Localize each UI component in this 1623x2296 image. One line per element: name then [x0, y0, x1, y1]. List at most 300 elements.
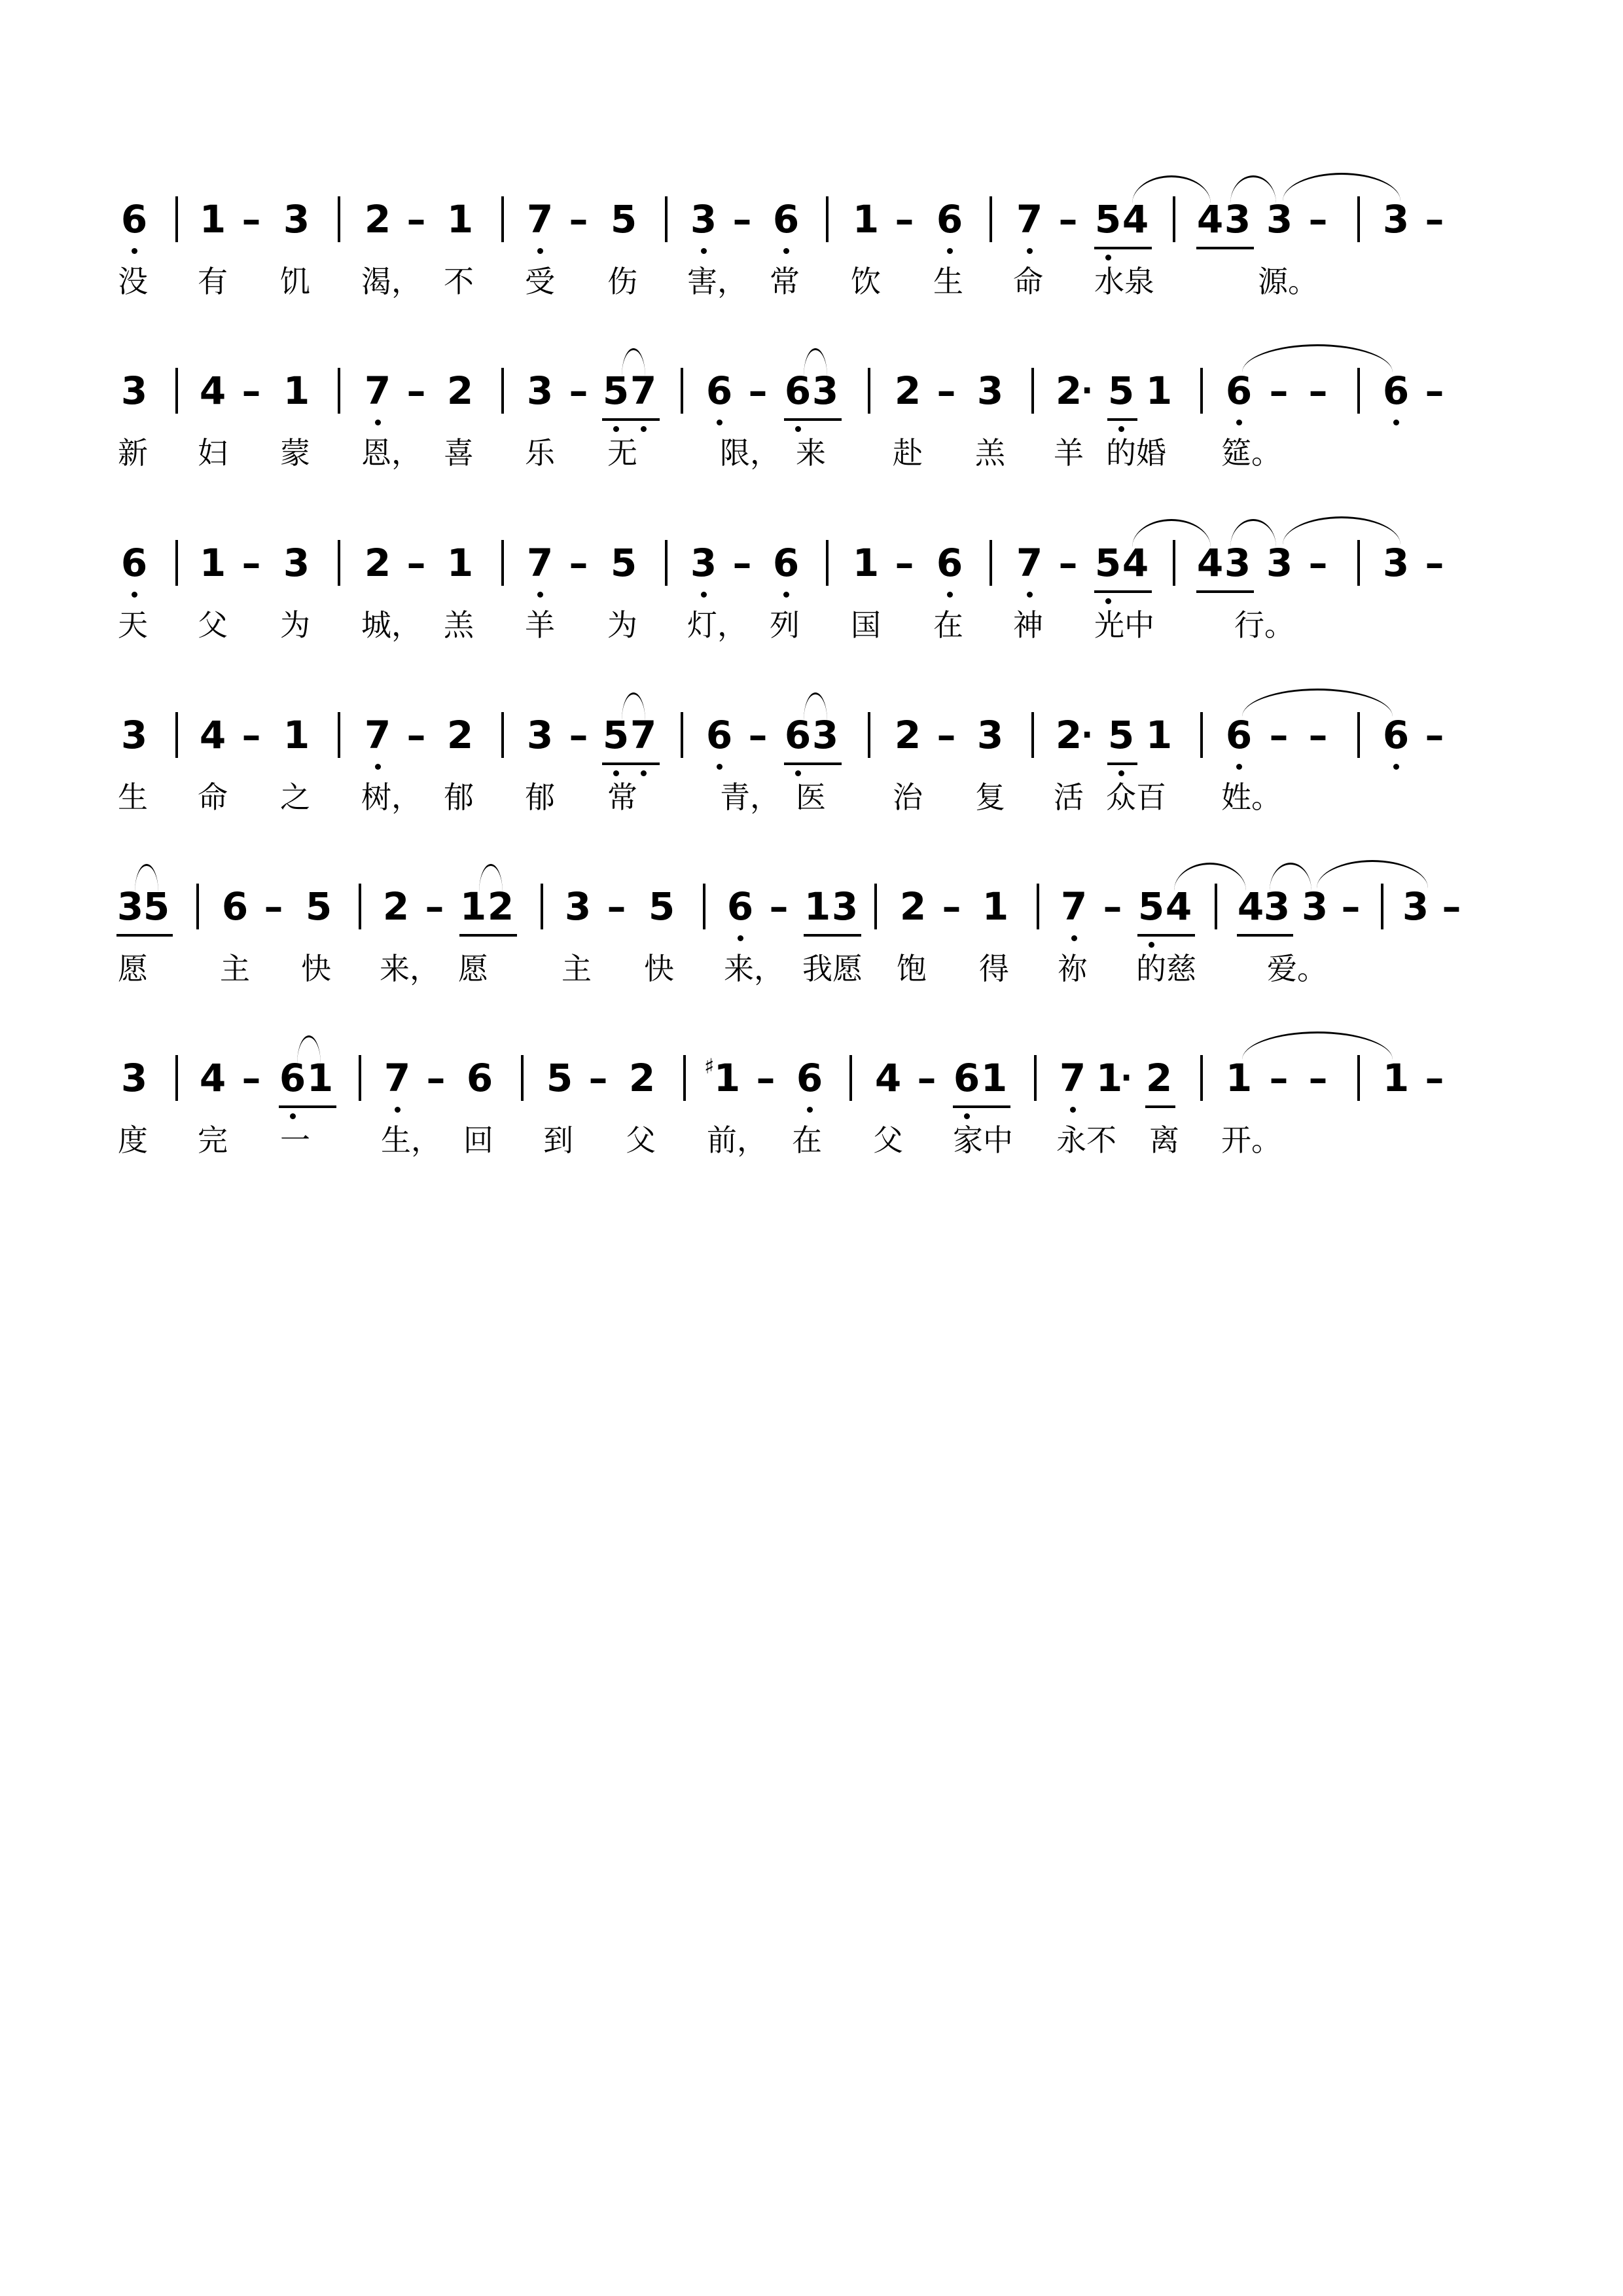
- barline: [175, 712, 178, 758]
- lyric: 不: [444, 264, 474, 299]
- note: 1: [283, 713, 310, 757]
- barline: [175, 540, 178, 586]
- note: 6: [794, 1058, 825, 1098]
- note: 7: [628, 715, 658, 755]
- note: 4: [1195, 543, 1225, 583]
- note: 3: [120, 1056, 148, 1100]
- barline: [826, 196, 829, 242]
- lyric: 受: [525, 264, 555, 299]
- note: 1: [1145, 368, 1173, 413]
- dash: –: [569, 541, 588, 585]
- lyric: 活: [1054, 780, 1084, 815]
- note: 3: [976, 368, 1004, 413]
- lyrics-line: [0, 949, 1623, 1001]
- note: 6: [1224, 371, 1254, 410]
- lyric: 光中: [1094, 607, 1154, 643]
- lyric: 常: [770, 264, 800, 299]
- dash: –: [425, 884, 444, 929]
- barline: [338, 712, 340, 758]
- lyric: 新: [118, 435, 148, 471]
- lyric: 的慈: [1136, 951, 1196, 986]
- lyric: 快: [301, 951, 331, 986]
- note: 4: [199, 368, 226, 413]
- lyric: 羔: [444, 607, 474, 643]
- dash: –: [1425, 368, 1444, 413]
- slur: [622, 692, 645, 721]
- dash: –: [241, 368, 261, 413]
- dash: –: [1308, 541, 1328, 585]
- dash: –: [569, 197, 588, 242]
- note: 1: [199, 541, 226, 585]
- lyric: 国: [851, 607, 881, 643]
- dash: –: [1269, 368, 1289, 413]
- dash: –: [1103, 884, 1122, 929]
- barline: [1200, 368, 1203, 414]
- barline: [501, 196, 504, 242]
- barline: [1200, 712, 1203, 758]
- lyric: 快: [644, 951, 674, 986]
- slur: [804, 348, 827, 376]
- dash: –: [917, 1056, 936, 1100]
- lyric: 回: [463, 1122, 493, 1158]
- note: 3: [526, 368, 554, 413]
- lyric: 饱: [897, 951, 927, 986]
- barline: [175, 1055, 178, 1101]
- note: 2: [446, 713, 474, 757]
- barline: [175, 368, 178, 414]
- dash: –: [1425, 541, 1444, 585]
- note: 7: [382, 1058, 412, 1098]
- lyric: 父: [198, 607, 228, 643]
- lyric: 羔: [975, 435, 1005, 471]
- barline: [990, 540, 992, 586]
- notes-line: [0, 520, 1623, 612]
- lyric: 为: [607, 607, 637, 643]
- score-system-6: [0, 1035, 1623, 1179]
- note: 3: [526, 713, 554, 757]
- lyrics-line: [0, 433, 1623, 486]
- note: 5: [610, 197, 637, 242]
- note: 1: [979, 1058, 1009, 1098]
- note: 3: [688, 200, 719, 239]
- lyric: 生: [933, 264, 963, 299]
- barline: [196, 884, 199, 929]
- note: 4: [199, 1056, 226, 1100]
- barline: [1037, 884, 1039, 929]
- note: 3: [120, 368, 148, 413]
- barline: [868, 368, 870, 414]
- note: 3: [1301, 884, 1329, 929]
- note: 3: [1382, 541, 1410, 585]
- note: 1: [199, 197, 226, 242]
- dash: –: [1308, 713, 1328, 757]
- note: 4: [874, 1056, 902, 1100]
- lyric: 生，: [381, 1122, 441, 1158]
- barline: [338, 196, 340, 242]
- barline: [681, 368, 683, 414]
- note: 1: [852, 197, 880, 242]
- score-system-5: [0, 864, 1623, 1008]
- note: 4: [1120, 200, 1150, 239]
- lyric: 姓。: [1221, 780, 1281, 815]
- note: 2: [894, 713, 921, 757]
- lyrics-line: [0, 262, 1623, 314]
- note: 6: [704, 715, 734, 755]
- dash: –: [588, 1056, 608, 1100]
- lyric: 羊: [1054, 435, 1084, 471]
- lyric: 在: [933, 607, 963, 643]
- lyric: 前，: [707, 1122, 767, 1158]
- note: 6: [277, 1058, 308, 1098]
- lyric: 羊: [525, 607, 555, 643]
- lyric: 在: [792, 1122, 822, 1158]
- lyric: 喜: [444, 435, 474, 471]
- dash: –: [569, 713, 588, 757]
- note: 5: [648, 884, 675, 929]
- note: 6: [1381, 371, 1411, 410]
- augmentation-dot: ·: [1081, 717, 1094, 753]
- barline: [665, 196, 668, 242]
- lyric: 郁: [525, 780, 555, 815]
- dash: –: [1308, 197, 1328, 242]
- lyric: 离: [1149, 1122, 1179, 1158]
- note: 1: [802, 887, 832, 926]
- lyric: 复: [975, 780, 1005, 815]
- note: 4: [1195, 200, 1225, 239]
- note: 6: [771, 543, 801, 583]
- lyric: 无: [607, 435, 637, 471]
- slur: [804, 692, 827, 721]
- note: 5: [1136, 887, 1166, 926]
- note: 3: [1382, 197, 1410, 242]
- note: 6: [952, 1058, 982, 1098]
- note: 3: [1222, 543, 1253, 583]
- dash: –: [732, 541, 752, 585]
- lyric: 行。: [1234, 607, 1294, 643]
- note: 3: [1266, 541, 1293, 585]
- dash: –: [942, 884, 961, 929]
- note: 2: [486, 887, 516, 926]
- lyric: 来: [796, 435, 826, 471]
- lyric: 愿: [118, 951, 148, 986]
- dash: –: [936, 368, 956, 413]
- note: 7: [1014, 543, 1044, 583]
- note: 5: [546, 1056, 573, 1100]
- barline: [501, 368, 504, 414]
- dash: –: [1058, 197, 1078, 242]
- lyric: 众百: [1106, 780, 1166, 815]
- augmentation-dot: ·: [1120, 1060, 1133, 1096]
- note: 1: [283, 368, 310, 413]
- barline: [1357, 540, 1360, 586]
- lyric: 灯，: [687, 607, 747, 643]
- barline: [1031, 368, 1034, 414]
- note: 4: [1164, 887, 1194, 926]
- lyric: 祢: [1058, 951, 1088, 986]
- lyric: 乐: [525, 435, 555, 471]
- note: 6: [783, 371, 813, 410]
- note: 1: [458, 887, 488, 926]
- note: 5: [1093, 543, 1123, 583]
- lyric: 渴，: [361, 264, 421, 299]
- note: 3: [1262, 887, 1292, 926]
- note: 6: [935, 200, 965, 239]
- note: 2: [446, 368, 474, 413]
- lyric: 妇: [198, 435, 228, 471]
- sharp-sign: ♯: [704, 1054, 715, 1079]
- note: 5: [1093, 200, 1123, 239]
- note: 3: [283, 541, 310, 585]
- note: 2: [1055, 713, 1082, 757]
- note: 3: [810, 371, 840, 410]
- lyric: 治: [893, 780, 923, 815]
- notes-line: [0, 1035, 1623, 1127]
- lyric: 命: [1013, 264, 1043, 299]
- note: 1: [1225, 1056, 1253, 1100]
- dash: –: [241, 713, 261, 757]
- dash: –: [264, 884, 283, 929]
- lyric: 限，: [720, 435, 780, 471]
- note: 2: [382, 884, 410, 929]
- notes-line: [0, 177, 1623, 268]
- dash: –: [1308, 368, 1328, 413]
- note: 6: [119, 200, 149, 239]
- dash: –: [1308, 1056, 1328, 1100]
- barline: [1215, 884, 1217, 929]
- dash: –: [406, 368, 426, 413]
- lyric: 到: [543, 1122, 573, 1158]
- note: 4: [1120, 543, 1150, 583]
- dash: –: [426, 1056, 446, 1100]
- note: 6: [1224, 715, 1254, 755]
- note: 5: [305, 884, 332, 929]
- lyric: 没: [118, 264, 148, 299]
- note: 7: [525, 200, 555, 239]
- lyric: 家中: [953, 1122, 1013, 1158]
- note: 7: [363, 371, 393, 410]
- lyric: 害，: [687, 264, 747, 299]
- lyric: 树，: [361, 780, 421, 815]
- dash: –: [1425, 197, 1444, 242]
- note: 3: [115, 887, 145, 926]
- lyric: 愿: [458, 951, 488, 986]
- lyric: 青，: [720, 780, 780, 815]
- note: 6: [935, 543, 965, 583]
- lyric: 的婚: [1106, 435, 1166, 471]
- note: 5: [141, 887, 171, 926]
- note: 1: [982, 884, 1009, 929]
- barline: [683, 1055, 686, 1101]
- notes-line: [0, 692, 1623, 784]
- lyric: 父: [626, 1122, 656, 1158]
- lyric: 恩，: [361, 435, 421, 471]
- dash: –: [241, 197, 261, 242]
- note: 5: [601, 371, 631, 410]
- note: 2: [899, 884, 927, 929]
- dash: –: [1341, 884, 1361, 929]
- lyric: 有: [198, 264, 228, 299]
- dash: –: [1425, 1056, 1444, 1100]
- note: 3: [830, 887, 860, 926]
- barline: [703, 884, 705, 929]
- barline: [338, 540, 340, 586]
- dash: –: [769, 884, 789, 929]
- barline: [1173, 540, 1175, 586]
- note: 7: [363, 715, 393, 755]
- lyric: 永不: [1056, 1122, 1116, 1158]
- note: 2: [894, 368, 921, 413]
- barline: [1357, 1055, 1360, 1101]
- lyric: 主: [220, 951, 250, 986]
- augmentation-dot: ·: [1081, 372, 1094, 409]
- barline: [665, 540, 668, 586]
- note: 3: [1266, 197, 1293, 242]
- note: 6: [119, 543, 149, 583]
- dash: –: [1269, 713, 1289, 757]
- note: 6: [1381, 715, 1411, 755]
- barline: [1357, 368, 1360, 414]
- barline: [868, 712, 870, 758]
- lyric: 完: [198, 1122, 228, 1158]
- dash: –: [241, 541, 261, 585]
- lyric: 赴: [893, 435, 923, 471]
- note: 4: [199, 713, 226, 757]
- note: 6: [783, 715, 813, 755]
- note: 3: [810, 715, 840, 755]
- score-system-4: [0, 692, 1623, 836]
- dash: –: [406, 713, 426, 757]
- dash: –: [569, 368, 588, 413]
- barline: [1357, 712, 1360, 758]
- lyric: 来，: [724, 951, 784, 986]
- barline: [1381, 884, 1383, 929]
- lyrics-line: [0, 778, 1623, 830]
- lyric: 天: [118, 607, 148, 643]
- note: 1: [1382, 1056, 1410, 1100]
- barline: [338, 368, 340, 414]
- barline: [175, 196, 178, 242]
- barline: [521, 1055, 524, 1101]
- lyric: 郁: [444, 780, 474, 815]
- note: 4: [1236, 887, 1266, 926]
- barline: [1200, 1055, 1203, 1101]
- note: 7: [1059, 887, 1089, 926]
- note: 7: [1058, 1058, 1088, 1098]
- lyric: 筵。: [1221, 435, 1281, 471]
- note: 6: [466, 1056, 493, 1100]
- slur: [135, 864, 158, 892]
- dash: –: [1058, 541, 1078, 585]
- lyric: 列: [770, 607, 800, 643]
- note: 3: [283, 197, 310, 242]
- note: 3: [976, 713, 1004, 757]
- note: 2: [1144, 1058, 1174, 1098]
- barline: [541, 884, 543, 929]
- lyric: 度: [118, 1122, 148, 1158]
- lyric: 饮: [851, 264, 881, 299]
- dash: –: [732, 197, 752, 242]
- note: 1: [1096, 1056, 1123, 1100]
- lyric: 医: [796, 780, 826, 815]
- lyric: 之: [280, 780, 310, 815]
- barline: [1357, 196, 1360, 242]
- dash: –: [748, 368, 768, 413]
- note: 7: [1014, 200, 1044, 239]
- barline: [874, 884, 877, 929]
- barline: [1034, 1055, 1037, 1101]
- dash: –: [756, 1056, 776, 1100]
- lyric: 来，: [380, 951, 440, 986]
- note: 2: [364, 197, 391, 242]
- lyric: 得: [979, 951, 1009, 986]
- barline: [501, 540, 504, 586]
- note: 1: [713, 1056, 741, 1100]
- note: 6: [771, 200, 801, 239]
- barline: [359, 884, 361, 929]
- note: 3: [688, 543, 719, 583]
- note: 6: [704, 371, 734, 410]
- lyrics-line: [0, 605, 1623, 658]
- lyric: 伤: [607, 264, 637, 299]
- lyric: 城，: [361, 607, 421, 643]
- dash: –: [936, 713, 956, 757]
- notes-line: [0, 348, 1623, 440]
- barline: [990, 196, 992, 242]
- dash: –: [406, 197, 426, 242]
- barline: [1173, 196, 1175, 242]
- lyric: 爱。: [1267, 951, 1327, 986]
- note: 2: [1055, 368, 1082, 413]
- note: 1: [446, 197, 474, 242]
- lyric: 一: [280, 1122, 310, 1158]
- dash: –: [895, 197, 914, 242]
- slur: [622, 348, 645, 376]
- barline: [826, 540, 829, 586]
- lyric: 水泉: [1094, 264, 1154, 299]
- lyrics-line: [0, 1121, 1623, 1173]
- dash: –: [1425, 713, 1444, 757]
- lyric: 神: [1013, 607, 1043, 643]
- lyric: 蒙: [280, 435, 310, 471]
- note: 3: [564, 884, 592, 929]
- note: 3: [120, 713, 148, 757]
- barline: [359, 1055, 361, 1101]
- lyric: 主: [562, 951, 592, 986]
- note: 1: [852, 541, 880, 585]
- barline: [501, 712, 504, 758]
- note: 6: [221, 884, 249, 929]
- score-system-2: [0, 348, 1623, 492]
- barline: [1031, 712, 1034, 758]
- lyric: 为: [280, 607, 310, 643]
- dash: –: [748, 713, 768, 757]
- dash: –: [406, 541, 426, 585]
- note: 1: [305, 1058, 335, 1098]
- notes-line: [0, 864, 1623, 956]
- note: 2: [628, 1056, 656, 1100]
- slur: [479, 864, 503, 892]
- score-system-1: [0, 177, 1623, 321]
- barline: [849, 1055, 852, 1101]
- note: 1: [446, 541, 474, 585]
- note: 5: [601, 715, 631, 755]
- lyric: 源。: [1258, 264, 1318, 299]
- note: 5: [610, 541, 637, 585]
- note: 5: [1106, 371, 1136, 410]
- slur: [297, 1035, 321, 1064]
- dash: –: [241, 1056, 261, 1100]
- note: 3: [1222, 200, 1253, 239]
